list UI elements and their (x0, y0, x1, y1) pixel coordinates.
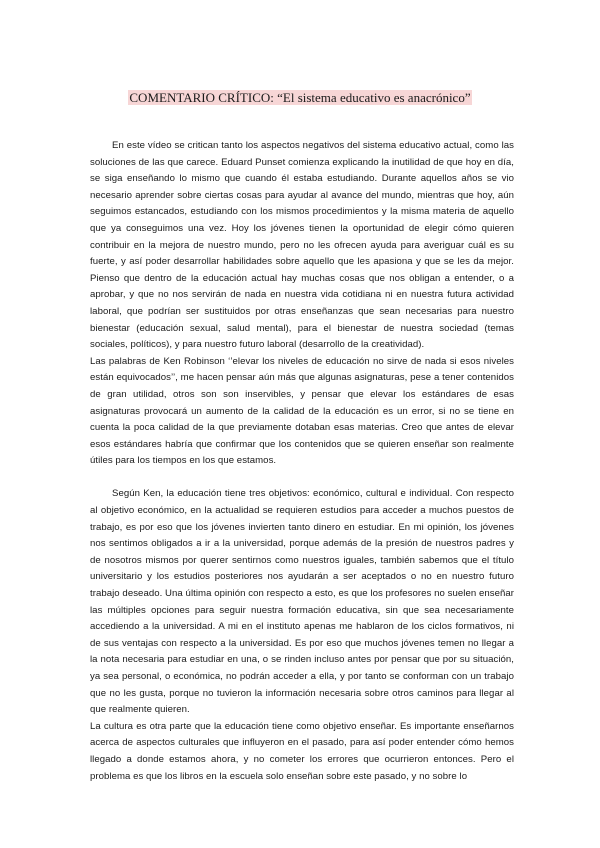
paragraph-1: En este vídeo se critican tanto los aspectos negativos del sistema educativo actual, como las soluciones de las que carece. Eduard Punset comienza explicando la inutilidad de que hoy en día, se siga enseñando lo mismo que cuando él estaba estudiando. Durante aquellos años se vio necesario aprender sobre ciertas cosas para ayudar al avance del mundo, mientras que hoy, aún seguimos estancados, estudiando con los mismos procedimientos y la misma materia de aquello que ya conseguimos una vez. Hoy los jóvenes tienen la oportunidad de elegir cómo quieren contribuir en la mejora de nuestro mundo, pero no les ofrecen ayuda para averiguar cuál es su fuerte, y así poder desarrollar habilidades sobre aquello que les apasiona y que se les da mejor. Pienso que dentro de la educación actual hay muchas cosas que nos obligan a entender, o a aprobar, y que no nos servirán de nada en nuestra vida cotidiana ni en nuestra futura actividad laboral, que podrían ser sustituidos por otras enseñanzas que sean necesarias para nuestro bienestar (educación sexual, salud mental), para el bienestar de nuestra sociedad (temas sociales, políticos), y para nuestro futuro laboral (desarrollo de la creatividad). (90, 140, 514, 351)
title-highlight: COMENTARIO CRÍTICO: “El sistema educativo es anacrónico” (129, 90, 471, 105)
paragraph-2: Las palabras de Ken Robinson ‘’elevar los niveles de educación no sirve de nada si esos niveles están equivocados’’, me hacen pensar aún más que algunas asignaturas, pese a tener contenidos de gran utilidad, otros son son inservibles, y pensar que elevar los estándares de esas asignaturas provocará un aumento de la calidad de la educación es un error, si no se tiene en cuenta la poca calidad de la que previamente dotaban esas materias. Creo que antes de elevar esos estándares habría que confirmar que los contenidos que se quieren enseñar son realmente útiles para los tiempos en los que estamos. (90, 355, 514, 467)
document-body (90, 138, 514, 785)
paragraph-gap (90, 470, 514, 487)
paragraph-3: Según Ken, la educación tiene tres objetivos: económico, cultural e individual. Con respecto al objetivo económico, en la actualidad se requieren estudios para acceder a muchos puestos de trabajo, es por eso que los jóvenes invierten tanto dinero en estudiar. En mi opinión, los jóvenes nos sentimos obligados a ir a la universidad, porque además de la presión de nuestros padres y de nosotros mismos por querer sentirnos como nuestros iguales, también sabemos que el título universitario y los estudios posteriores nos ayudarán a ser aceptados o no en nuestro futuro trabajo deseado. Una última opinión con respecto a esto, es que los profesores no suelen enseñar las múltiples opciones para seguir nuestra formación educativa, sin que sea necesariamente accediendo a la universidad. A mi en el instituto apenas me hablaron de los ciclos formativos, ni de sus ventajas con respecto a la universidad. Es por eso que muchos jóvenes temen no llegar a la nota necesaria para estudiar en una, o se rinden incluso antes por pensar que por su situación, ya sea personal, o económica, no podrán acceder a ella, y por tanto se conforman con un trabajo que no les gusta, porque no tuvieron la información necesaria sobre otros caminos para llegar al que realmente quieren. (90, 488, 514, 716)
paragraph-4: La cultura es otra parte que la educación tiene como objetivo enseñar. Es importante enseñarnos acerca de aspectos culturales que influyeron en el pasado, para así poder entender cómo hemos llegado a donde estamos ahora, y no cometer los errores que ocurrieron entonces. Pero el problema es que los libros en la escuela solo enseñan sobre este pasado, y no sobre lo (90, 720, 514, 782)
document-title (0, 90, 600, 106)
